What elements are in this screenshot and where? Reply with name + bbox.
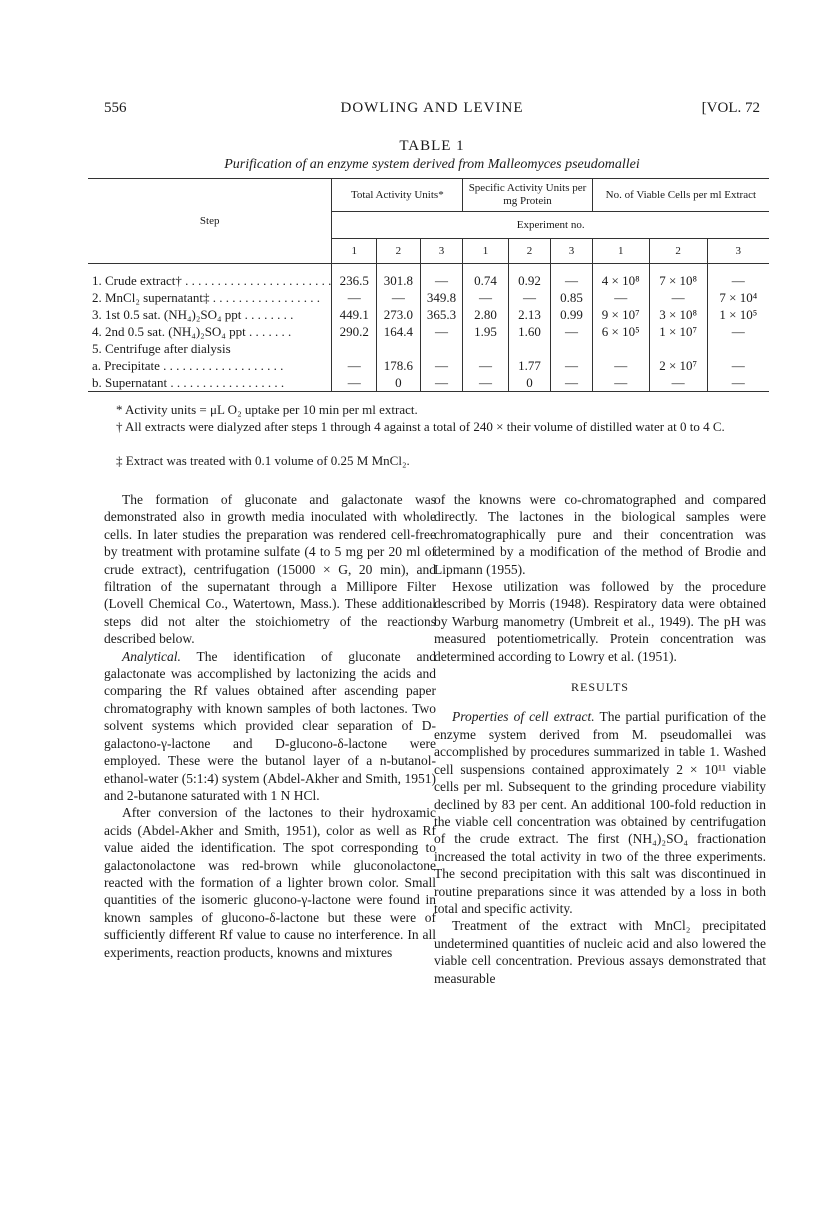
table-cell: —: [420, 357, 463, 374]
paragraph: The formation of gluconate and galactonate was demonstrated also in growth media inoculated with whole cells. In later studies the preparation was rendered cell-free by treatment with protamine sulfate (4 to 5 mg per 20 ml of crude extract), centrifugation (15000 × G, 20 min), and filtration of the supernatant through a Millipore Filter (Lovell Chemical Co., Watertown, Mass.). These additional steps did not alter the stoichiometry of the reactions described below.: [104, 492, 436, 647]
table-cell: —: [332, 357, 377, 374]
table-cell: 178.6: [377, 357, 421, 374]
footnote-mncl2: ‡ Extract was treated with 0.1 volume of 0.25 M MnCl₂.: [116, 453, 410, 468]
table-cell: [508, 340, 550, 357]
paragraph: Treatment of the extract with MnCl₂ precipitated undetermined quantities of nucleic acid and also lowered the viable cell concentration. Previous assays demonstrated that measurable: [434, 918, 766, 986]
row-label: 2. MnCl₂ supernatant‡ . . . . . . . . . . . . . . . . .: [92, 289, 321, 305]
table-cell: 6 × 10⁵: [592, 323, 649, 340]
experiment-number: 2: [377, 239, 421, 264]
running-header: [104, 100, 760, 120]
paragraph-lead: Properties of cell extract.: [452, 709, 595, 725]
table-cell: —: [551, 323, 593, 340]
table-cell: [420, 340, 463, 357]
experiment-number: 1: [332, 239, 377, 264]
table-cell: —: [707, 374, 769, 392]
table-cell: 349.8: [420, 289, 463, 306]
experiment-header: Experiment no.: [332, 212, 769, 239]
table-spacer: [88, 264, 769, 273]
table-cell: —: [592, 289, 649, 306]
group-header-specific-activity: Specific Activity Units per mg Protein: [463, 179, 592, 212]
table-cell: —: [592, 357, 649, 374]
table-cell: 0.99: [551, 306, 593, 323]
paragraph-properties: [434, 708, 766, 917]
table-cell: —: [551, 357, 593, 374]
table-cell: —: [649, 374, 707, 392]
table-cell: 365.3: [420, 306, 463, 323]
section-heading: RESULTS: [571, 680, 629, 695]
table-cell: 9 × 10⁷: [592, 306, 649, 323]
table-cell: —: [551, 374, 593, 392]
table-cell: 0.92: [508, 272, 550, 289]
table-cell: —: [463, 289, 508, 306]
table-cell: 301.8: [377, 272, 421, 289]
table-cell: —: [377, 289, 421, 306]
paragraph-analytical: [104, 648, 436, 805]
group-header-viable-cells: No. of Viable Cells per ml Extract: [592, 179, 769, 212]
table-cell: [377, 340, 421, 357]
table-cell: 0: [508, 374, 550, 392]
table-cell: —: [592, 374, 649, 392]
row-label: 4. 2nd 0.5 sat. (NH₄)₂SO₄ ppt . . . . . . .: [92, 323, 292, 339]
row-label: 3. 1st 0.5 sat. (NH₄)₂SO₄ ppt . . . . . . . .: [92, 306, 294, 322]
table-cell: —: [707, 323, 769, 340]
experiment-number: 1: [463, 239, 508, 264]
step-header: Step: [88, 179, 332, 264]
table-cell: —: [463, 374, 508, 392]
table-cell: 7 × 10⁸: [649, 272, 707, 289]
running-head: DOWLING AND LEVINE: [340, 100, 524, 116]
table-cell: 2.80: [463, 306, 508, 323]
paragraph-text: The identification of gluconate and galactonate was accomplished by lactonizing the acids and comparing the Rf values obtained after ascending paper chromatography with known samples of both lactones. Two solvent systems which provided clear separation of D-galactono-γ-lactone and D-glucono-δ-lactone were employed. These were the butanol layer of a n-butanol-ethanol-water (5:1:4) system (Abdel-Akher and Smith, 1951) and 2-butanone saturated with 1 N HCl.: [104, 648, 436, 803]
table-cell: [649, 340, 707, 357]
table-cell: 1 × 10⁵: [707, 306, 769, 323]
row-label: a. Precipitate . . . . . . . . . . . . . . . . . . .: [92, 357, 284, 373]
table-cell: —: [551, 272, 593, 289]
table-header-row: [88, 179, 769, 212]
experiment-number: 1: [592, 239, 649, 264]
table-row: [88, 374, 769, 392]
table-cell: —: [649, 289, 707, 306]
table-cell: 3 × 10⁸: [649, 306, 707, 323]
table-cell: 273.0: [377, 306, 421, 323]
table-cell: —: [463, 357, 508, 374]
table-row: [88, 272, 769, 289]
table-cell: 236.5: [332, 272, 377, 289]
paragraph: After conversion of the lactones to their hydroxamic acids (Abdel-Akher and Smith, 1951), color as well as Rf value aided the identification. The spot corresponding to galactonolactone was red-brown while gluconolactone reacted with the formation of a lighter brown color. Small quantities of the isomeric glucono-γ-lactone were found in known samples of glucono-δ-lactone but these were of sufficiently different Rf value to cause no interference. In all experiments, reaction products, knowns and mixtures: [104, 805, 436, 960]
purification-table: [88, 178, 769, 392]
table-cell: —: [332, 374, 377, 392]
paragraph-text: The partial purification of the enzyme system derived from M. pseudomallei was accomplished by procedures summarized in table 1. Washed cell suspensions contained approximately 2 × 10¹¹ viable cells per ml. Subsequent to the grinding procedure viability declined by 83 per cent. An additional 100-fold reduction in the viable cell concentration was obtained by centrifugation of the crude extract. The first (NH₄)₂SO₄ fractionation increased the total activity in two of the three experiments. The second precipitation with this salt was discontinued in routine preparations since it was attended by a loss in both total and specific activity.: [434, 709, 766, 916]
page-number: 556: [104, 100, 127, 116]
table-row: [88, 306, 769, 323]
table-cell: 1.77: [508, 357, 550, 374]
experiment-number: 3: [707, 239, 769, 264]
table-cell: [463, 340, 508, 357]
table-cell: —: [332, 289, 377, 306]
table-cell: —: [420, 374, 463, 392]
table-cell: 449.1: [332, 306, 377, 323]
table-cell: 0: [377, 374, 421, 392]
footnote-activity-units: * Activity units = μL O₂ uptake per 10 min per ml extract.: [116, 402, 418, 417]
table-row: [88, 340, 769, 357]
table-cell: —: [707, 357, 769, 374]
table-cell: 1.95: [463, 323, 508, 340]
table-cell: —: [508, 289, 550, 306]
table-label: TABLE 1: [399, 138, 465, 154]
footnote-dialysis: † All extracts were dialyzed after steps 1 through 4 against a total of 240 × their volume of distilled water at 0 to 4 C.: [116, 419, 725, 434]
table-row: [88, 357, 769, 374]
table-cell: 2.13: [508, 306, 550, 323]
table-cell: 7 × 10⁴: [707, 289, 769, 306]
paragraph-lead: Analytical.: [122, 648, 181, 664]
group-header-total-activity: Total Activity Units*: [332, 179, 463, 212]
experiment-number: 3: [551, 239, 593, 264]
table-row: [88, 289, 769, 306]
left-column: [104, 491, 436, 961]
table-cell: 1.60: [508, 323, 550, 340]
table-cell: [551, 340, 593, 357]
table-cell: [592, 340, 649, 357]
table-cell: 1 × 10⁷: [649, 323, 707, 340]
table-cell: [707, 340, 769, 357]
row-label: 5. Centrifuge after dialysis: [92, 340, 231, 356]
paragraph: of the knowns were co-chromatographed and compared directly. The lactones in the biological samples were chromatographically pure and their concentration was determined by a modification of the method of Brodie and Lipmann (1955).: [434, 492, 766, 577]
row-label: 1. Crude extract† . . . . . . . . . . . . . . . . . . . . . . .: [92, 272, 332, 288]
table-cell: —: [707, 272, 769, 289]
table-cell: 0.85: [551, 289, 593, 306]
experiment-number: 2: [649, 239, 707, 264]
experiment-number: 3: [420, 239, 463, 264]
table-cell: 2 × 10⁷: [649, 357, 707, 374]
table-row: [88, 323, 769, 340]
table-cell: 164.4: [377, 323, 421, 340]
right-column: [434, 491, 766, 987]
experiment-number: 2: [508, 239, 550, 264]
table-cell: [332, 340, 377, 357]
paragraph: Hexose utilization was followed by the procedure described by Morris (1948). Respiratory data were obtained by Warburg manometry (Umbreit et al., 1949). The pH was measured potentiometrically. Protein concentration was determined according to Lowry et al. (1951).: [434, 579, 766, 664]
table-cell: —: [420, 323, 463, 340]
row-label: b. Supernatant . . . . . . . . . . . . . . . . . .: [88, 374, 332, 392]
volume-label: [VOL. 72: [701, 100, 760, 116]
table-title: Purification of an enzyme system derived from Malleomyces pseudomallei: [224, 157, 640, 172]
table-cell: 4 × 10⁸: [592, 272, 649, 289]
table-cell: —: [420, 272, 463, 289]
table-cell: 290.2: [332, 323, 377, 340]
table-caption: [88, 138, 776, 173]
table-cell: 0.74: [463, 272, 508, 289]
